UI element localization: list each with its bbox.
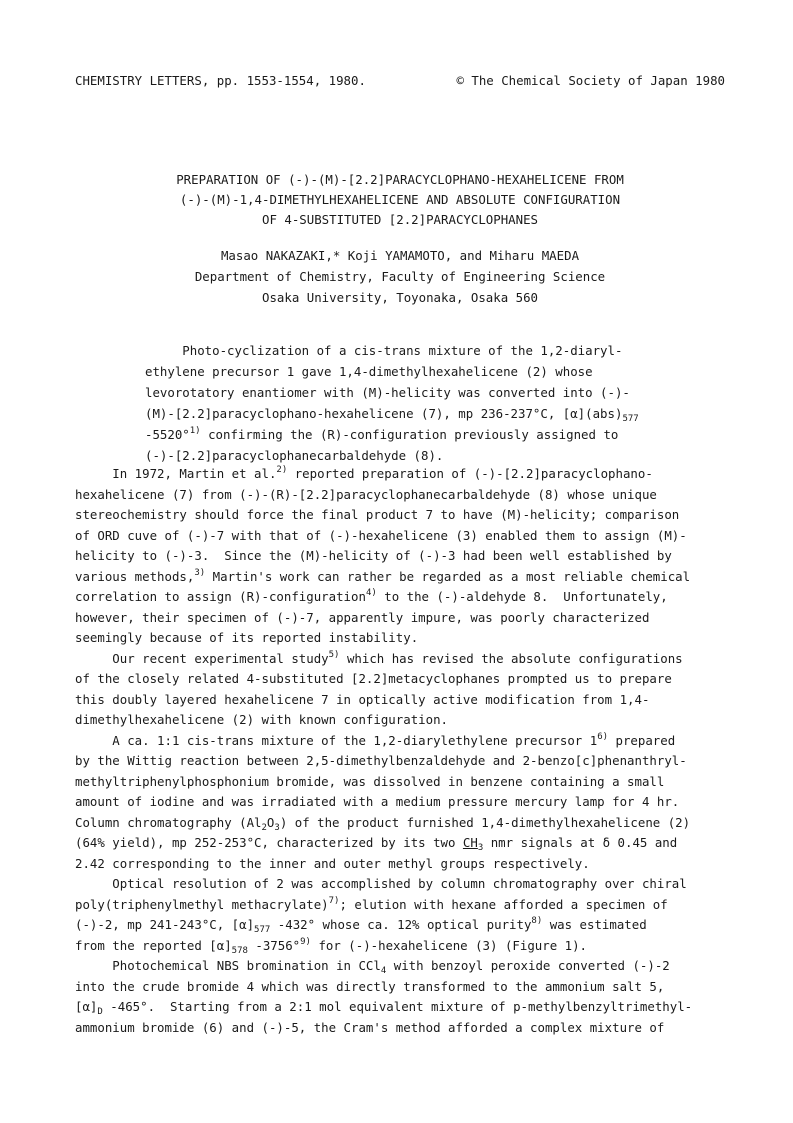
text: ; elution with hexane afforded a specimen of [339,896,668,912]
body-line: ammonium bromide (6) and (-)-5, the Cram's method afforded a complex mixture of [75,1019,665,1035]
body-line: however, their specimen of (-)-7, apparently impure, was poorly characterized [75,609,650,625]
body-line [75,813,735,834]
text: prepared [608,732,676,748]
subscript: 4 [380,966,387,976]
reference-marker: 8) [531,916,543,926]
author-names: Masao NAKAZAKI,* Koji YAMAMOTO, and Miharu MAEDA [220,248,580,263]
abstract-line: (-)-[2.2]paracyclophanecarbaldehyde (8). [145,448,444,463]
body-line [75,956,735,977]
underlined-formula [463,835,478,850]
text: [α] [75,999,98,1014]
text: from the reported [α] [75,937,232,953]
text: for (-)-hexahelicene (3) (Figure 1). [310,937,587,953]
abstract-line: ethylene precursor 1 gave 1,4-dimethylhexahelicene (2) whose [145,364,593,379]
text: Martin's work can rather be regarded as a most reliable chemical [205,568,691,584]
subscript: 2 [261,822,267,833]
subscript: 577 [622,414,639,424]
reference-marker: 7) [328,895,340,906]
subscript: D [97,1007,103,1017]
text: Column chromatography (Al [75,814,262,830]
abstract [145,340,665,466]
paper-title [75,170,725,230]
body-line: into the crude bromide 4 which was directly transformed to the ammonium salt 5, [75,978,665,994]
body-line [75,464,735,485]
title-line: PREPARATION OF (-)-(M)-[2.2]PARACYCLOPHANO-HEXAHELICENE FROM [176,172,624,187]
text: confirming the (R)-configuration previously assigned to [200,427,619,442]
author-department: Department of Chemistry, Faculty of Engineering Science [194,269,606,284]
title-line: OF 4-SUBSTITUTED [2.2]PARACYCLOPHANES [261,212,538,227]
reference-marker: 2) [276,465,288,475]
body-line: Optical resolution of 2 was accomplished by column chromatography over chiral [75,876,687,891]
body-line [75,895,735,916]
copyright-notice: © The Chemical Society of Japan 1980 [456,73,725,88]
subscript: 578 [231,945,248,956]
reference-marker: 3) [194,567,206,578]
reference-marker: 9) [300,936,311,947]
author-block [75,245,725,308]
text: reported preparation of (-)-[2.2]paracyclophano- [287,466,653,481]
text: which has revised the absolute configurations [339,650,683,666]
body-line: of ORD cuve of (-)-7 with that of (-)-hexahelicene (3) enabled them to assign (M)- [75,527,687,543]
body-line [75,731,735,752]
abstract-line: levorotatory enantiomer with (M)-helicity was converted into (-)- [145,385,630,400]
body-line [75,997,735,1018]
title-line: (-)-(M)-1,4-DIMETHYLHEXAHELICENE AND ABSOLUTE CONFIGURATION [179,192,621,207]
text: correlation to assign (R)-configuration [75,589,366,604]
author-university: Osaka University, Toyonaka, Osaka 560 [261,290,538,305]
text: -3756° [247,937,301,953]
body-line: seemingly because of its reported instability. [75,630,419,645]
text: with benzoyl peroxide converted (-)-2 [386,958,670,973]
text: In 1972, Martin et al. [75,466,277,481]
text: -5520° [145,427,190,442]
body-line: helicity to (-)-3. Since the (M)-helicity of (-)-3 had been well established by [75,548,672,563]
text: Photochemical NBS bromination in CCl [75,958,381,973]
text: -432° whose ca. 12% optical purity [270,917,532,932]
abstract-line [145,424,665,445]
body-line: 2.42 corresponding to the inner and outer methyl groups respectively. [75,855,590,871]
subscript: 3 [274,822,280,833]
abstract-line: Photo-cyclization of a cis-trans mixture of the 1,2-diaryl- [145,343,623,358]
body-text [75,464,735,1038]
body-line [75,915,735,936]
body-line [75,567,735,588]
body-line: dimethylhexahelicene (2) with known configuration. [75,712,448,727]
subscript: 3 [477,843,484,853]
body-line [75,587,735,608]
text: poly(triphenylmethyl methacrylate) [75,896,329,912]
body-line: hexahelicene (7) from (-)-(R)-[2.2]paracyclophanecarbaldehyde (8) whose unique [75,486,657,502]
text: (-)-2, mp 241-243°C, [α] [75,917,255,932]
text: (64% yield), mp 252-253°C, characterized by its two [75,835,463,850]
body-line: methyltriphenylphosphonium bromide, was dissolved in benzene containing a small [75,773,665,789]
reference-marker: 1) [189,426,201,436]
body-line: by the Wittig reaction between 2,5-dimethylbenzaldehyde and 2-benzo[c]phenanthryl- [75,753,687,768]
body-line [75,649,735,670]
text: CH [462,835,478,850]
reference-marker: 4) [365,588,377,598]
text: (M)-[2.2]paracyclophano-hexahelicene (7), mp 236-237°C, [α](abs) [145,406,623,421]
text: nmr signals at δ 0.45 and [483,835,678,850]
running-header [75,73,725,89]
text: to the (-)-aldehyde 8. Unfortunately, [376,589,668,604]
journal-citation: CHEMISTRY LETTERS, pp. 1553-1554, 1980. [75,73,366,88]
body-line: stereochemistry should force the final product 7 to have (M)-helicity; comparison [75,507,680,522]
body-line [75,936,735,957]
abstract-line [145,403,665,424]
subscript: 577 [254,925,271,935]
text: A ca. 1:1 cis-trans mixture of the 1,2-diarylethylene precursor 1 [75,732,598,748]
text: various methods, [75,568,195,584]
body-line: of the closely related 4-substituted [2.2]metacyclophanes prompted us to prepare [75,671,672,686]
body-line [75,833,735,854]
reference-marker: 5) [328,649,340,660]
text: Our recent experimental study [75,650,329,666]
text: -465°. Starting from a 2:1 mol equivalent mixture of p-methylbenzyltrimethyl- [102,999,693,1014]
body-line: amount of iodine and was irradiated with a medium pressure mercury lamp for 4 hr. [75,794,680,809]
text: ) of the product furnished 1,4-dimethylhexahelicene (2) [279,814,691,830]
text: O [266,814,275,830]
body-line: this doubly layered hexahelicene 7 in optically active modification from 1,4- [75,691,650,707]
text: was estimated [542,917,647,932]
reference-marker: 6) [597,731,609,742]
